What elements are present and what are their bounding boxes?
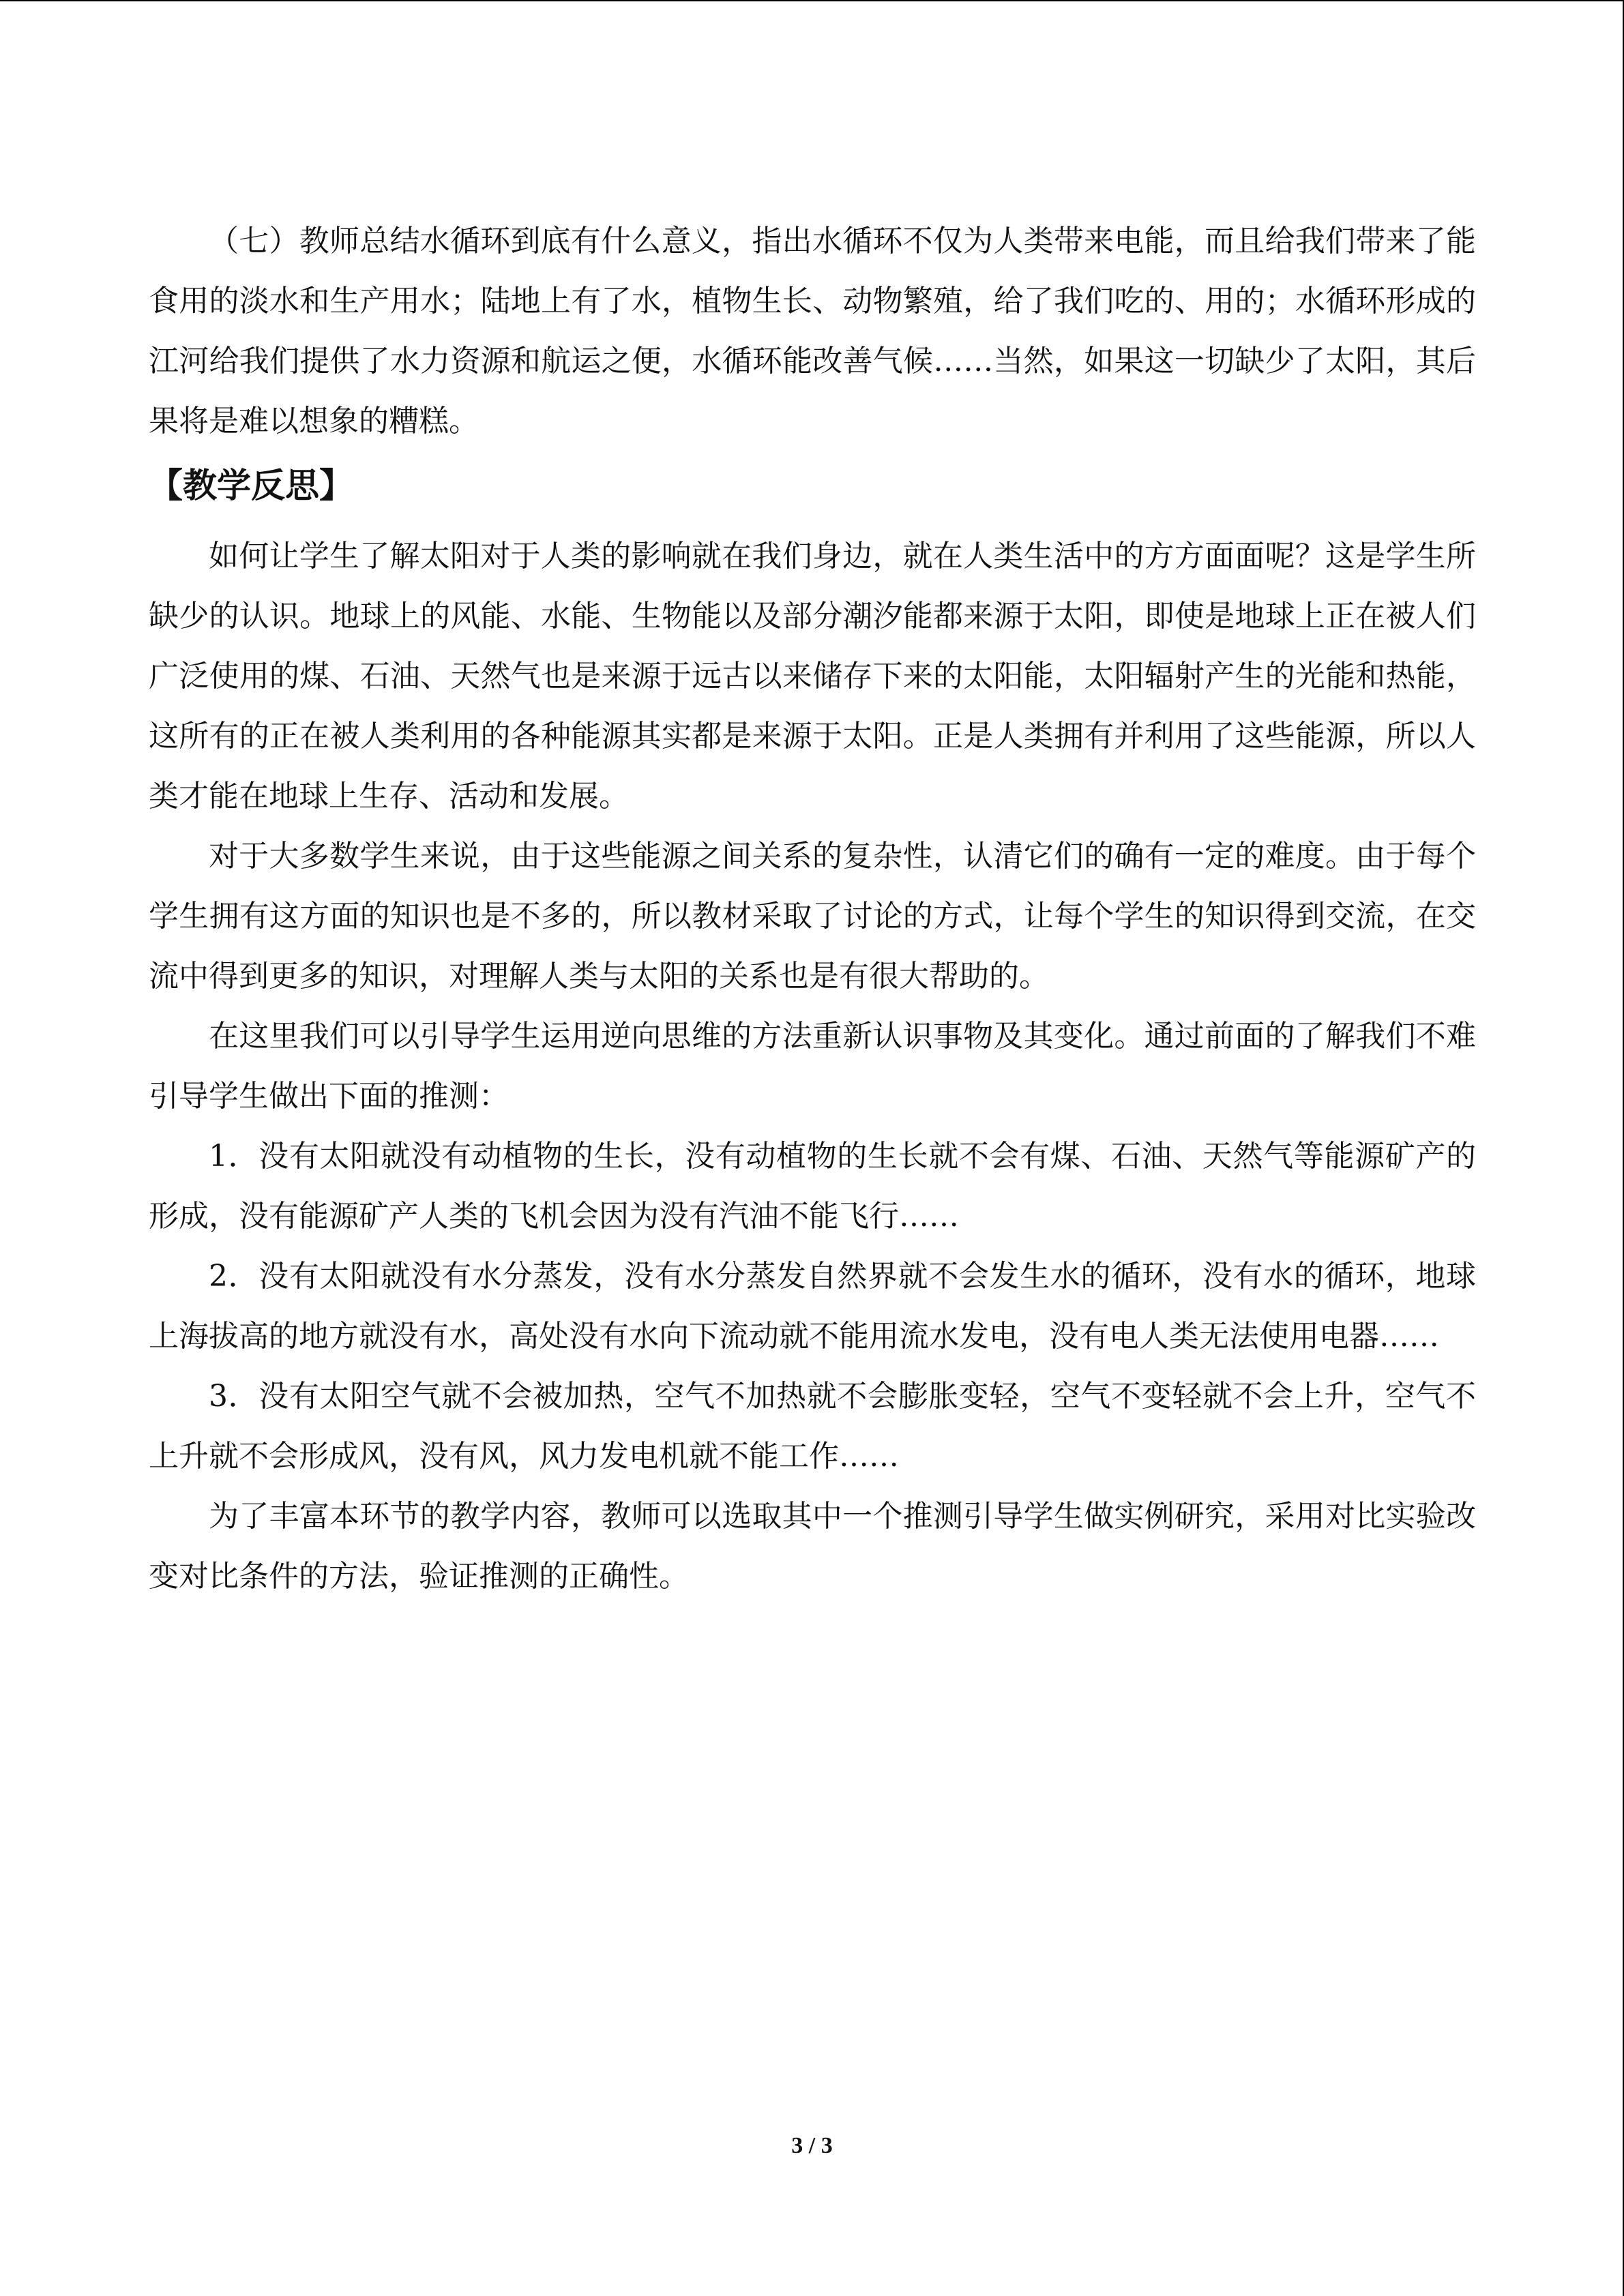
paragraph-2: 对于大多数学生来说，由于这些能源之间关系的复杂性，认清它们的确有一定的难度。由于每个学生拥有这方面的知识也是不多的，所以教材采取了讨论的方式，让每个学生的知识得到交流，在交流中得到更多的知识，对理解人类与太阳的关系也是有很大帮助的。 bbox=[149, 839, 1476, 994]
page-number: 3 / 3 bbox=[791, 2133, 833, 2158]
document-body bbox=[149, 211, 1476, 1607]
section-heading: 【教学反思】 bbox=[149, 466, 353, 505]
list-item-1: 1．没有太阳就没有动植物的生长，没有动植物的生长就不会有煤、石油、天然气等能源矿产的形成，没有能源矿产人类的飞机会因为没有汽油不能飞行…… bbox=[149, 1139, 1476, 1234]
intro-paragraph: （七）教师总结水循环到底有什么意义，指出水循环不仅为人类带来电能，而且给我们带来了能食用的淡水和生产用水；陆地上有了水，植物生长、动物繁殖，给了我们吃的、用的；水循环形成的江河给我们提供了水力资源和航运之便，水循环能改善气候……当然，如果这一切缺少了太阳，其后果将是难以想象的糟糕。 bbox=[149, 224, 1476, 438]
list-item-3: 3．没有太阳空气就不会被加热，空气不加热就不会膨胀变轻，空气不变轻就不会上升，空气不上升就不会形成风，没有风，风力发电机就不能工作…… bbox=[149, 1379, 1476, 1474]
paragraph-3: 在这里我们可以引导学生运用逆向思维的方法重新认识事物及其变化。通过前面的了解我们不难引导学生做出下面的推测： bbox=[149, 1019, 1476, 1114]
paragraph-last: 为了丰富本环节的教学内容，教师可以选取其中一个推测引导学生做实例研究，采用对比实验改变对比条件的方法，验证推测的正确性。 bbox=[149, 1499, 1476, 1594]
list-item-2: 2．没有太阳就没有水分蒸发，没有水分蒸发自然界就不会发生水的循环，没有水的循环，地球上海拔高的地方就没有水，高处没有水向下流动就不能用流水发电，没有电人类无法使用电器…… bbox=[149, 1259, 1476, 1354]
paragraph-1: 如何让学生了解太阳对于人类的影响就在我们身边，就在人类生活中的方方面面呢？这是学生所缺少的认识。地球上的风能、水能、生物能以及部分潮汐能都来源于太阳，即使是地球上正在被人们广泛使用的煤、石油、天然气也是来源于远古以来储存下来的太阳能，太阳辐射产生的光能和热能，这所有的正在被人类利用的各种能源其实都是来源于太阳。正是人类拥有并利用了这些能源，所以人类才能在地球上生存、活动和发展。 bbox=[149, 539, 1476, 814]
